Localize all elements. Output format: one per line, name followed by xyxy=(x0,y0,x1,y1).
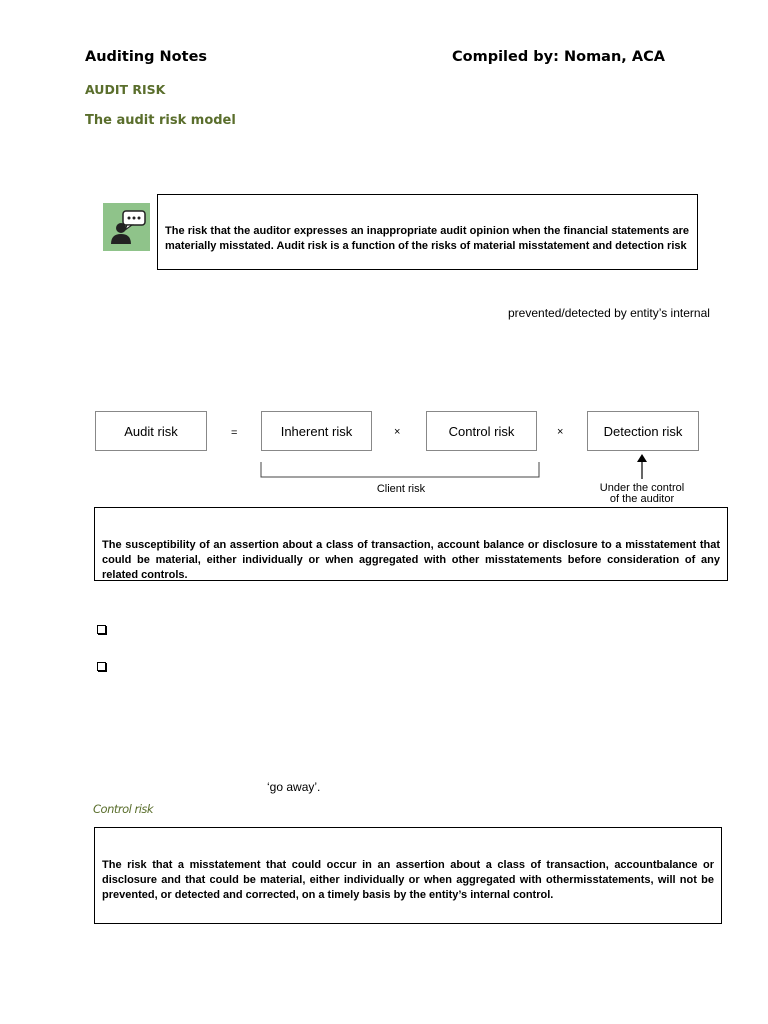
control-risk-definition: The risk that a misstatement that could occur in an assertion about a class of transaction, accountbalance or disclosure and that could be material, either individually or when aggregated with othermisstatements, will not be prevented, or detected and corrected, on a timely basis by the entity’s internal control. xyxy=(102,859,714,901)
bullet-checkbox-icon xyxy=(97,625,106,634)
client-risk-bracket xyxy=(258,460,542,480)
control-risk-definition-box xyxy=(94,827,722,924)
auditor-control-line-2: of the auditor xyxy=(609,493,675,505)
inherent-risk-definition-box xyxy=(94,507,728,581)
auditor-control-line-1: Under the control xyxy=(599,482,685,494)
section-title: AUDIT RISK xyxy=(85,82,166,97)
client-risk-label: Client risk xyxy=(376,483,426,495)
diagram-inherent-risk: Inherent risk xyxy=(261,411,372,451)
audit-risk-definition: The risk that the auditor expresses an inappropriate audit opinion when the financial statements are materially misstated. Audit risk is a function of the risks of material misstatement and detection risk xyxy=(165,225,689,252)
diagram-times-1: × xyxy=(394,426,401,438)
diagram-audit-risk: Audit risk xyxy=(95,411,207,451)
subsection-title: The audit risk model xyxy=(85,113,236,128)
go-away-fragment: ‘go away’. xyxy=(267,780,321,794)
diagram-detection-risk: Detection risk xyxy=(587,411,699,451)
diagram-control-risk: Control risk xyxy=(426,411,537,451)
header-title: Auditing Notes xyxy=(85,49,208,65)
header-author: Compiled by: Noman, ACA xyxy=(452,49,665,65)
chat-user-icon xyxy=(103,203,150,251)
inherent-risk-definition: The susceptibility of an assertion about a class of transaction, account balance or disclosure to a misstatement that could be material, either individually or when aggregated with other misstatements before consideration of any related controls. xyxy=(102,539,720,581)
audit-risk-definition-box xyxy=(157,194,698,270)
diagram-equals: = xyxy=(231,427,238,439)
auditor-control-label xyxy=(572,483,712,505)
bullet-checkbox-icon xyxy=(97,662,106,671)
diagram-times-2: × xyxy=(557,426,564,438)
control-risk-heading: Control risk xyxy=(93,802,154,816)
up-arrow-icon xyxy=(634,452,650,480)
internal-control-fragment: prevented/detected by entity’s internal xyxy=(508,306,710,320)
